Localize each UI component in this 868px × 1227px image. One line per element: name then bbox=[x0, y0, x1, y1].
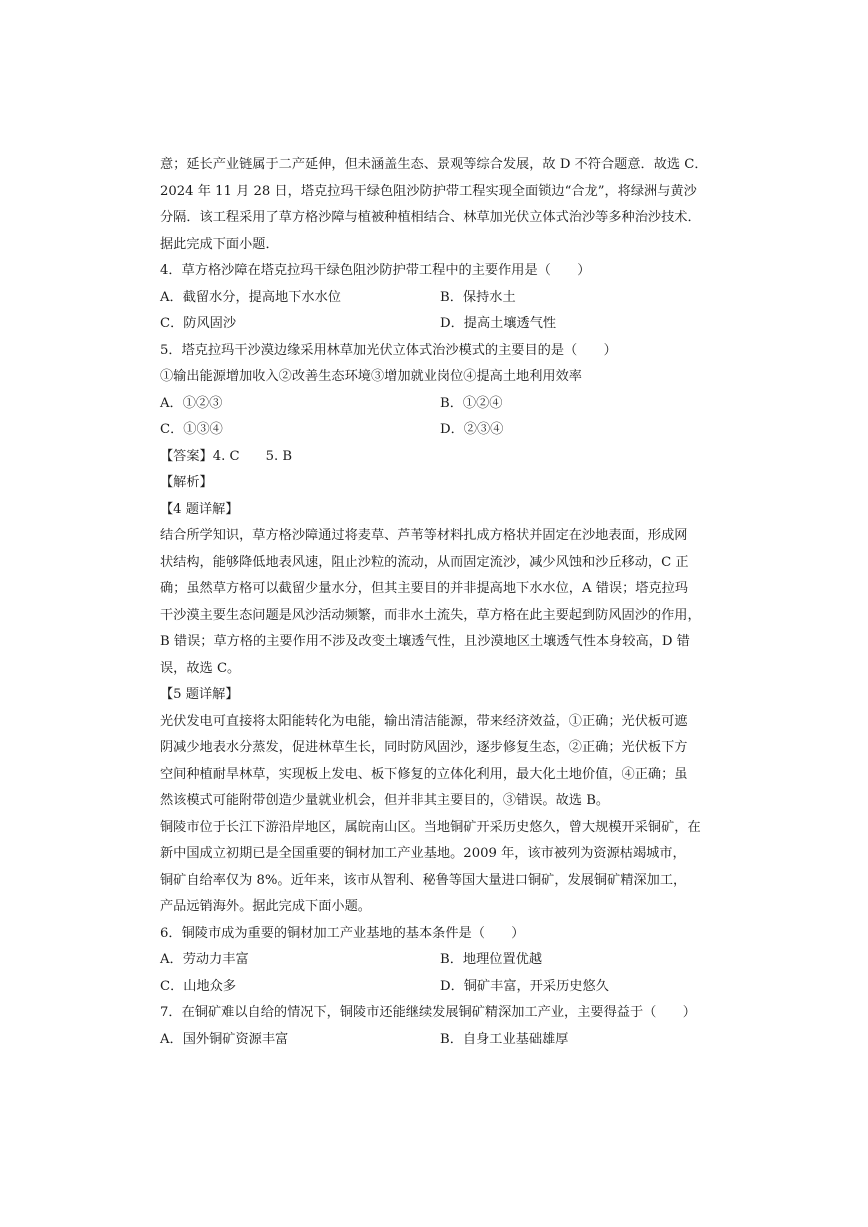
detail-label: 【4 题详解】 bbox=[160, 501, 239, 517]
question-stem: 7．在铜矿难以自给的情况下，铜陵市还能继续发展铜矿精深加工产业，主要得益于（ ） bbox=[160, 1005, 696, 1020]
options-row bbox=[160, 311, 712, 338]
question-5 bbox=[160, 338, 712, 444]
question-7 bbox=[160, 1000, 712, 1053]
options-row bbox=[160, 417, 712, 444]
options-row bbox=[160, 1027, 712, 1054]
option-a: A．①②③ bbox=[160, 395, 223, 411]
option-a: A．国外铜矿资源丰富 bbox=[160, 1031, 289, 1047]
detail-4 bbox=[160, 497, 712, 683]
text-line: 空间种植耐旱林草，实现板上发电、板下修复的立体化利用，最大化土地价值，④正确；虽 bbox=[160, 766, 688, 782]
option-b: B．自身工业基础雄厚 bbox=[440, 1031, 569, 1047]
options-row bbox=[160, 974, 712, 1001]
text-line: 阴减少地表水分蒸发，促进林草生长，同时防风固沙，逐步修复生态，②正确；光伏板下方 bbox=[160, 740, 688, 755]
text-line: B 错误；草方格的主要作用不涉及改变土壤透气性，且沙漠地区土壤透气性本身较高，D 错 bbox=[160, 634, 690, 649]
options-row bbox=[160, 947, 712, 974]
text-line: 2024 年 11 月 28 日，塔克拉玛干绿色阻沙防护带工程实现全面锁边“合龙”，将绿洲与黄沙 bbox=[160, 183, 697, 199]
question-items: ①输出能源增加收入②改善生态环境③增加就业岗位④提高土地利用效率 bbox=[160, 369, 582, 384]
document-body bbox=[160, 152, 712, 1053]
question-6 bbox=[160, 921, 712, 1001]
answer-5: 5. B bbox=[265, 448, 293, 464]
text-line: 据此完成下面小题． bbox=[160, 236, 279, 252]
text-line: 结合所学知识，草方格沙障通过将麦草、芦苇等材料扎成方格状并固定在沙地表面，形成网 bbox=[160, 528, 688, 543]
text-line: 然该模式可能附带创造少量就业机会，但并非其主要目的，③错误。故选 B。 bbox=[160, 793, 610, 808]
answer-4: 4. C bbox=[212, 448, 240, 464]
option-b: B．地理位置优越 bbox=[440, 952, 543, 967]
analysis-label: 【解析】 bbox=[160, 475, 213, 490]
text-line: 铜陵市位于长江下游沿岸地区，属皖南山区。当地铜矿开采历史悠久，曾大规模开采铜矿，在 bbox=[160, 819, 701, 835]
text-line: 产品远销海外。据此完成下面小题。 bbox=[160, 899, 371, 914]
option-d: D．提高土壤透气性 bbox=[440, 316, 557, 331]
option-c: C．山地众多 bbox=[160, 978, 237, 994]
question-stem: 5．塔克拉玛干沙漠边缘采用林草加光伏立体式治沙模式的主要目的是（ ） bbox=[160, 342, 617, 358]
text-line: 光伏发电可直接将太阳能转化为电能，输出清洁能源，带来经济效益，①正确；光伏板可遮 bbox=[160, 713, 688, 729]
option-a: A．截留水分，提高地下水水位 bbox=[160, 289, 341, 305]
option-a: A．劳动力丰富 bbox=[160, 952, 249, 967]
text-line: 误，故选 C。 bbox=[160, 660, 241, 676]
option-c: C．防风固沙 bbox=[160, 316, 237, 331]
text-line: 干沙漠主要生态问题是风沙活动频繁，而非水土流失，草方格在此主要起到防风固沙的作用， bbox=[160, 607, 701, 623]
option-b: B．①②④ bbox=[440, 395, 503, 411]
question-4 bbox=[160, 258, 712, 338]
intro-passage-1 bbox=[160, 152, 712, 258]
option-b: B．保持水土 bbox=[440, 289, 516, 305]
detail-5 bbox=[160, 682, 712, 815]
text-line: 分隔．该工程采用了草方格沙障与植被种植相结合、林草加光伏立体式治沙等多种治沙技术． bbox=[160, 210, 701, 225]
text-line: 确；虽然草方格可以截留少量水分，但其主要目的并非提高地下水水位，A 错误；塔克拉玛 bbox=[160, 581, 689, 596]
intro-passage-2 bbox=[160, 815, 712, 921]
option-d: D．②③④ bbox=[440, 422, 504, 437]
detail-label: 【5 题详解】 bbox=[160, 687, 239, 702]
text-line: 新中国成立初期已是全国重要的铜材加工产业基地。2009 年，该市被列为资源枯竭城市， bbox=[160, 846, 686, 861]
option-d: D．铜矿丰富，开采历史悠久 bbox=[440, 978, 609, 994]
question-stem: 4．草方格沙障在塔克拉玛干绿色阻沙防护带工程中的主要作用是（ ） bbox=[160, 263, 591, 278]
text-line: 状结构，能够降低地表风速，阻止沙粒的流动，从而固定流沙，减少风蚀和沙丘移动，C 正 bbox=[160, 554, 689, 570]
text-line: 意；延长产业链属于二产延伸，但未涵盖生态、景观等综合发展，故 D 不符合题意．故选 C． bbox=[160, 157, 708, 172]
option-c: C．①③④ bbox=[160, 422, 223, 437]
options-row bbox=[160, 285, 712, 312]
text-line: 铜矿自给率仅为 8%。近年来，该市从智利、秘鲁等国大量进口铜矿，发展铜矿精深加工， bbox=[160, 872, 687, 888]
question-stem: 6．铜陵市成为重要的铜材加工产业基地的基本条件是（ ） bbox=[160, 925, 525, 941]
answer-label: 【答案】 bbox=[160, 448, 213, 464]
answer-line bbox=[160, 444, 712, 471]
options-row bbox=[160, 391, 712, 418]
